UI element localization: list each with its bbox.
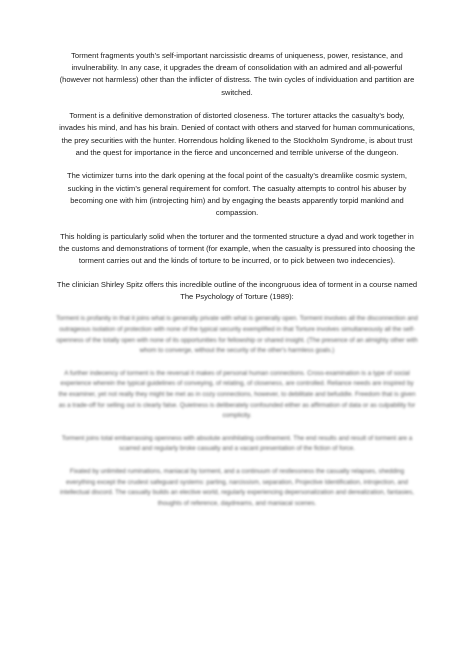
paragraph-3: The victimizer turns into the dark opening at the focal point of the casualty’s dreamlike cosmic system, sucking in the victim’s general requirement for comfort. The casualty attempts to control his abuser by becoming one with him (introjecting him) and by engaging the beasts apparently torpid mankind and compassion. bbox=[66, 171, 408, 218]
blurred-preview-section bbox=[56, 314, 418, 509]
paragraph-5-quote-intro: The clinician Shirley Spitz offers this incredible outline of the incongruous idea of torment in a course named The Psychology of Torture (1989): bbox=[56, 279, 418, 301]
paragraph-2: Torment is a definitive demonstration of distorted closeness. The torturer attacks the casualty’s body, invades his mind, and has his brain. Denied of contact with others and starved for human communications, the prey securities with the hunter. Horrendous holding likened to the Stockholm Syndrome, is about trust and the quest for importance in the fierce and unconcerned and terrible universe of the dungeon. bbox=[59, 111, 415, 157]
document-page bbox=[56, 50, 418, 521]
paragraph-4: This holding is particularly solid when the torturer and the tormented structure a dyad and work together in the customs and demonstrations of torment (for example, when the casualty is pressured into choosing the torment carries out and the kinds of torture to be incurred, or to pick between two indecencies). bbox=[58, 231, 416, 266]
blurred-paragraph-1: Torment is profanity in that it joins what is generally private with what is generally open. Torment involves all the disconnection and outrageous isolation of protection with none of the typical security exemplified in that Torture involves simultaneously all the self-openness of the totally open with none of its opportunities for fellowship or shared insight. (The presence of an almighty other with whom to converge, without the security of the other's harmless goals.) bbox=[56, 315, 418, 355]
blurred-paragraph-2: A further indecency of torment is the reversal it makes of personal human connections. Cross-examination is a type of social experience wherein the typical guidelines of conveying, of relating, of closeness, are controlled. Reliance needs are inspired by the examiner, yet not really they might be met as in cozy connections, however, to debilitate and befuddle. Freedom that is given as a trade-off for selling out is clearly false. Quietness is deliberately confounded either as affirmation of data or as culpability for complicity. bbox=[58, 369, 416, 420]
blurred-paragraph-4: Fixated by unlimited ruminations, maniacal by torment, and a continuum of restlessness the casualty relapses, shedding everything except the crudest safeguard systems: parting, narcissism, separation, Projective Identification, introjection, and intellectual discord. The casualty builds an elective world, regularly experiencing depersonalization and derealization, fantasies, thoughts of reference, daydreams, and maniacal scenes. bbox=[59, 467, 415, 507]
paragraph-1: Torment fragments youth’s self-important narcissistic dreams of uniqueness, power, resistance, and invulnerability. In any case, it upgrades the dream of consolidation with an admired and all-powerful (however not harmless) other than the inflicter of distress. The twin cycles of individuation and partition are switched. bbox=[59, 51, 415, 97]
blurred-paragraph-3: Torment joins total embarrassing openness with absolute annihilating confinement. The end results and result of torment are a scarred and regularly broke casualty and a vacant presentation of the fiction of force. bbox=[61, 434, 413, 453]
